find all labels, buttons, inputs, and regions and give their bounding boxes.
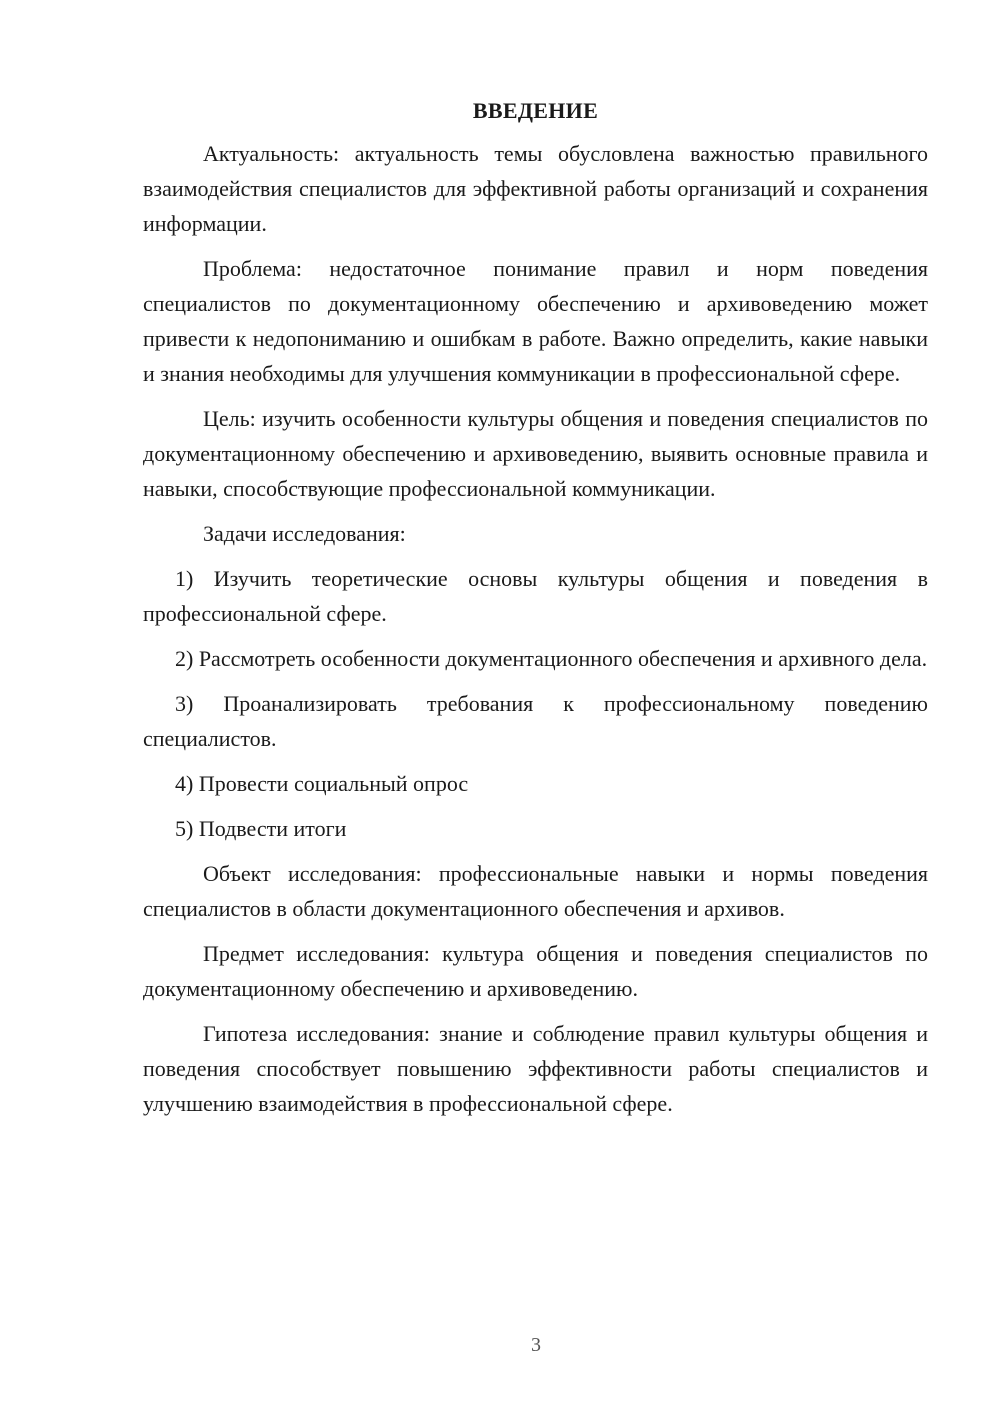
task-item-3: 3) Проанализировать требования к профессиональному поведению специалистов. (143, 691, 928, 751)
subject-paragraph: Предмет исследования: культура общения и поведения специалистов по документационному обеспечению и архивоведению. (143, 941, 928, 1001)
task-item-4: 4) Провести социальный опрос (175, 771, 469, 796)
document-page (143, 94, 928, 1131)
hypothesis-paragraph: Гипотеза исследования: знание и соблюдение правил культуры общения и поведения способствует повышению эффективности работы специалистов и улучшению взаимодействия в профессиональной сфере. (143, 1021, 928, 1116)
task-item-1: 1) Изучить теоретические основы культуры общения и поведения в профессиональной сфере. (143, 566, 928, 626)
page-number: 3 (531, 1334, 541, 1356)
tasks-heading: Задачи исследования: (203, 521, 406, 546)
section-title: ВВЕДЕНИЕ (472, 98, 599, 123)
relevance-paragraph: Актуальность: актуальность темы обусловлена важностью правильного взаимодействия специалистов для эффективной работы организаций и сохранения информации. (143, 141, 928, 236)
task-item-2: 2) Рассмотреть особенности документационного обеспечения и архивного дела. (175, 646, 928, 671)
problem-paragraph: Проблема: недостаточное понимание правил и норм поведения специалистов по документационному обеспечению и архивоведению может привести к недопониманию и ошибкам в работе. Важно определить, какие навыки и знания необходимы для улучшения коммуникации в профессиональной сфере. (143, 256, 928, 386)
goal-paragraph: Цель: изучить особенности культуры общения и поведения специалистов по документационному обеспечению и архивоведению, выявить основные правила и навыки, способствующие профессиональной коммуникации. (143, 406, 928, 501)
object-paragraph: Объект исследования: профессиональные навыки и нормы поведения специалистов в области документационного обеспечения и архивов. (143, 861, 928, 921)
task-item-5: 5) Подвести итоги (175, 816, 347, 841)
